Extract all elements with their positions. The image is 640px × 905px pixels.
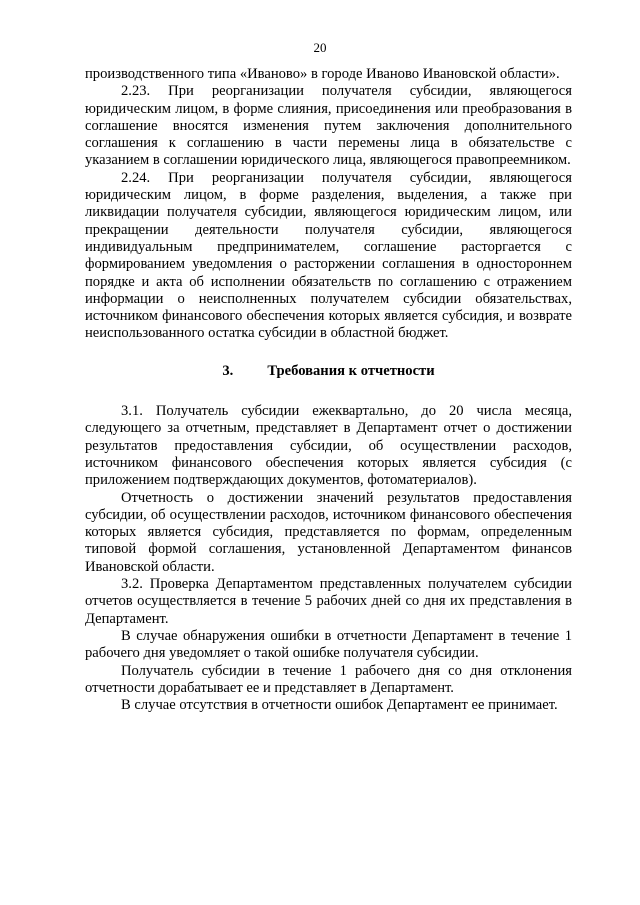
section-title: Требования к отчетности: [267, 362, 435, 379]
paragraph-reporting-forms: Отчетность о достижении значений результатов предоставления субсидии, об осуществлении расходов, источником финансового обеспечения которых является субсидия, представляется по формам, определенным типовой формой соглашения, установленной Департаментом финансов Ивановской области.: [85, 489, 572, 575]
paragraph-2-24: 2.24. При реорганизации получателя субсидии, являющегося юридическим лицом, в форме разделения, выделения, а также при ликвидации получателя субсидии, являющегося юридическим лицом, или прекращении деятельности получателя субсидии, являющегося индивидуальным предпринимателем, соглашение расторгается с формированием уведомления о расторжении соглашения в одностороннем порядке и акта об исполнении обязательств по соглашению с отражением информации о неисполненных получателем субсидии обязательствах, источником финансового обеспечения которых является субсидия, и возврате неиспользованного остатка субсидии в областной бюджет.: [85, 169, 572, 342]
document-body: [85, 66, 572, 714]
paragraph-3-2: 3.2. Проверка Департаментом представленных получателем субсидии отчетов осуществляется в течение 5 рабочих дней со дня их представления в Департамент.: [85, 576, 572, 627]
paragraph-2-23: 2.23. При реорганизации получателя субсидии, являющегося юридическим лицом, в форме слияния, присоединения или преобразования в соглашение вносятся изменения путем заключения дополнительного соглашения к соглашению в части перемены лица в обязательстве с указанием в соглашении юридического лица, являющегося правопреемником.: [85, 83, 572, 169]
paragraph-error-notice: В случае обнаружения ошибки в отчетности Департамент в течение 1 рабочего дня уведомляет о такой ошибке получателя субсидии.: [85, 627, 572, 662]
paragraph-3-1: 3.1. Получатель субсидии ежеквартально, до 20 числа месяца, следующего за отчетным, представляет в Департамент отчет о достижении результатов предоставления субсидии, об осуществлении расходов, источником финансового обеспечения которых является субсидия (с приложением подтверждающих документов, фотоматериалов).: [85, 403, 572, 489]
section-heading: [85, 363, 572, 380]
paragraph-acceptance: В случае отсутствия в отчетности ошибок Департамент ее принимает.: [121, 697, 558, 714]
paragraph-continuation: производственного типа «Иваново» в городе Иваново Ивановской области».: [85, 66, 560, 82]
page-number: 20: [313, 40, 327, 55]
paragraph-rework: Получатель субсидии в течение 1 рабочего дня со дня отклонения отчетности дорабатывает ее и представляет в Департамент.: [85, 662, 572, 696]
section-number: 3.: [222, 362, 234, 379]
